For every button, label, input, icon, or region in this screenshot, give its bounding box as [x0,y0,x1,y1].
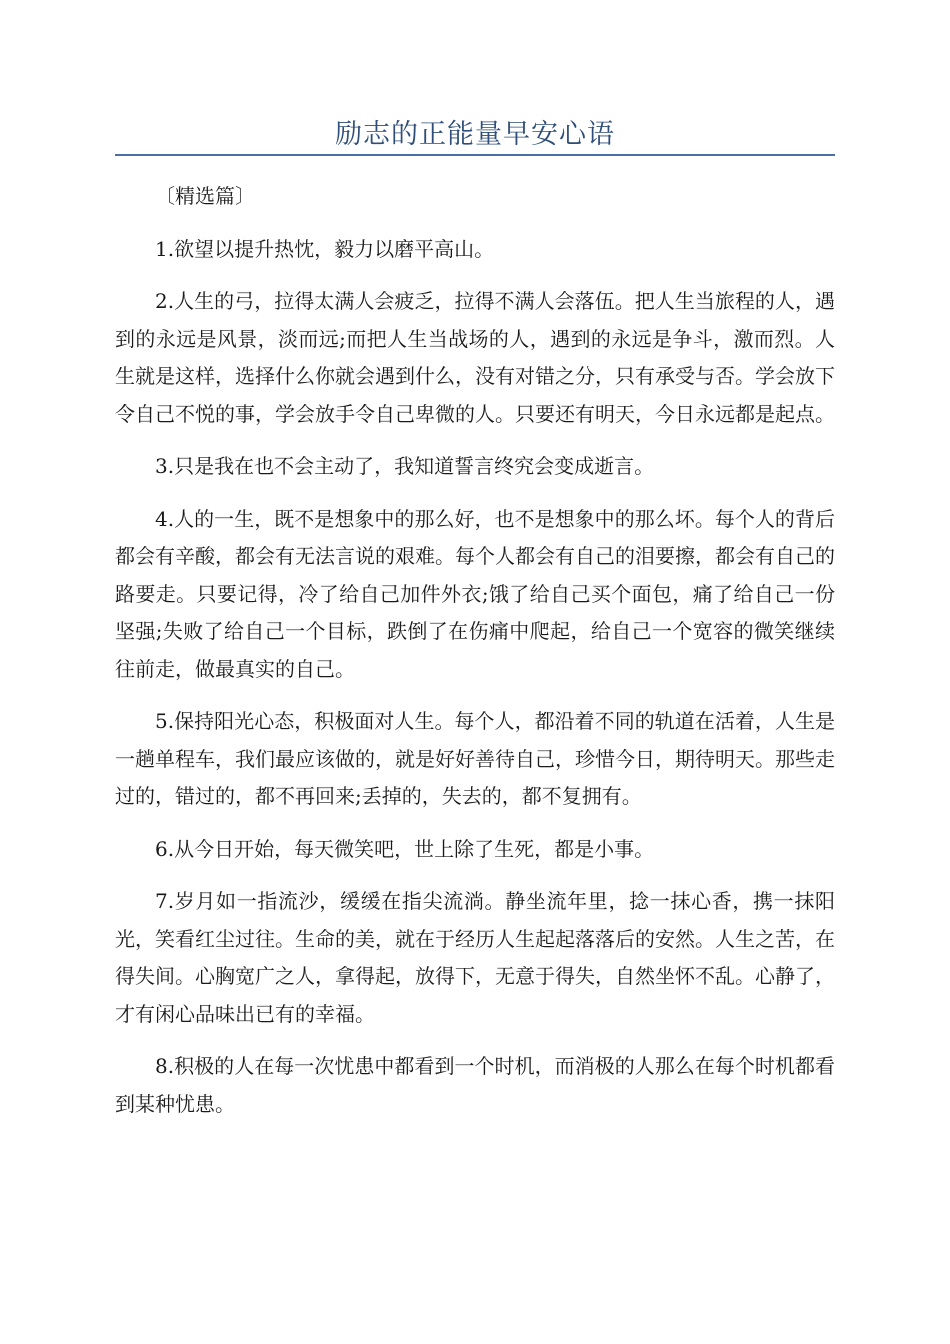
document-body [115,178,835,1123]
paragraph-4: 4.人的一生，既不是想象中的那么好，也不是想象中的那么坏。每个人的背后都会有辛酸，都会有无法言说的艰难。每个人都会有自己的泪要擦，都会有自己的路要走。只要记得，冷了给自己加件外衣;饿了给自己买个面包，痛了给自己一份坚强;失败了给自己一个目标，跌倒了在伤痛中爬起，给自己一个宽容的微笑继续往前走，做最真实的自己。 [115,506,835,681]
paragraph-6: 6.从今日开始，每天微笑吧，世上除了生死，都是小事。 [155,836,655,861]
document-page [115,0,835,1138]
paragraph-7: 7.岁月如一指流沙，缓缓在指尖流淌。静坐流年里，捻一抹心香，携一抹阳光，笑看红尘过往。生命的美，就在于经历人生起起落落后的安然。人生之苦，在得失间。心胸宽广之人，拿得起，放得下，无意于得失，自然坐怀不乱。心静了，才有闲心品味出已有的幸福。 [115,889,835,1026]
paragraph-5: 5.保持阳光心态，积极面对人生。每个人，都沿着不同的轨道在活着，人生是一趟单程车，我们最应该做的，就是好好善待自己，珍惜今日，期待明天。那些走过的，错过的，都不再回来;丢掉的，失去的，都不复拥有。 [115,709,835,808]
title-underline [115,154,835,156]
paragraph-8: 8.积极的人在每一次忧患中都看到一个时机，而消极的人那么在每个时机都看到某种忧患。 [115,1054,835,1116]
section-label: 〔精选篇〕 [155,184,255,208]
paragraph-1: 1.欲望以提升热忱，毅力以磨平高山。 [155,236,495,261]
document-title: 励志的正能量早安心语 [335,119,615,150]
paragraph-2: 2.人生的弓，拉得太满人会疲乏，拉得不满人会落伍。把人生当旅程的人，遇到的永远是风景，淡而远;而把人生当战场的人，遇到的永远是争斗，激而烈。人生就是这样，选择什么你就会遇到什么，没有对错之分，只有承受与否。学会放下令自己不悦的事，学会放手令自己卑微的人。只要还有明天，今日永远都是起点。 [115,289,835,426]
paragraph-3: 3.只是我在也不会主动了，我知道誓言终究会变成逝言。 [155,454,655,478]
